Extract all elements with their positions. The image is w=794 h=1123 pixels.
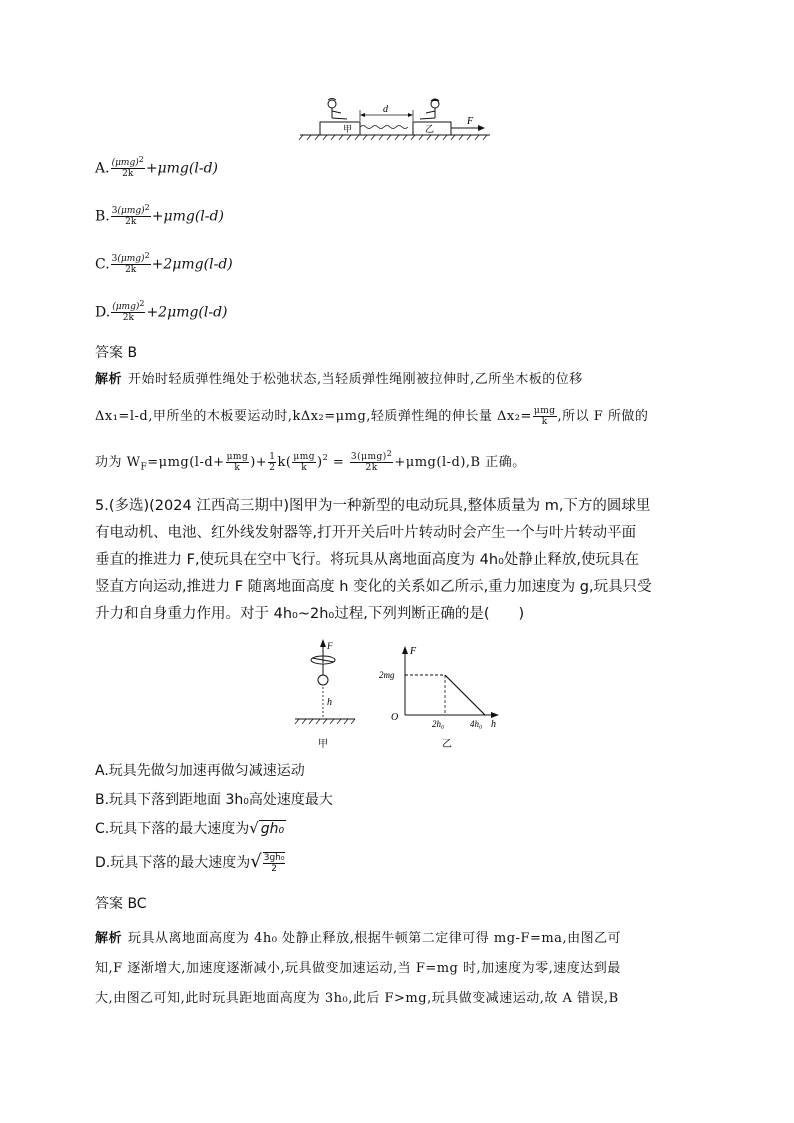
fig-yi-label: 乙 [442,739,452,750]
explanation-2: 解析 玩具从离地面高度为 4h₀ 处静止释放,根据牛顿第二定律可得 mg-F=ma,由图乙可 知,F 逐渐增大,加速度逐渐减小,玩具做变加速运动,当 F=mg 时,加速度为零,速度达到最 大,由图乙可知,此时玩具距地面高度为 3h₀,此后 F>mg,玩具做变减速运动,故 A 错误,B [95,931,622,1006]
series-segment-decline [445,675,485,715]
option-c: C. $\frac{\text{3(μmg)2}}{2k}$ +2μmg(l-d) [95,251,233,275]
answer-2: 答案 BC [95,896,147,912]
svg-text:h: h [327,697,332,708]
explanation-1: 解析 开始时轻质弹性绳处于松弛状态,当轻质弹性绳刚被拉伸时,乙所坐木板的位移 [95,372,583,387]
q5-line4: 竖直方向运动,推进力 F 随离地面高度 h 变化的关系如乙所示,重力加速度为 g,玩具只受 [95,579,652,595]
x-axis-label: h [491,719,496,730]
q5-line3: 垂直的推进力 F,使玩具在空中飞行。将玩具从离地面高度为 4h₀处静止释放,使玩具在 [95,552,640,568]
q5-line5: 升力和自身重力作用。对于 4h₀~2h₀过程,下列判断正确的是( ) [95,606,525,622]
y-tick-label: 2mg [379,670,395,680]
question-5 [95,493,705,628]
option-b: B. $\frac{\text{3(μmg)2}}{2k}$ +μmg(l-d) [95,203,224,227]
option-d: D. $\frac{\text{(μmg)2}}{2k}$ +2μmg(l-d) [95,299,228,323]
board-yi-label: 乙 [425,124,435,134]
person-jia-icon [328,99,347,120]
explanation-1-line3: 功为 $W_F=\mu mg(l-d+$ $\frac{\text{μmg}}{k}$ )+ $\frac{1}{2}$ k( $\frac{\text{μmg}}{k}$ )$^2$ = $\frac{\text{3(μmg)2}}{2k}$ +μmg(l-d),B 正确。 [95,449,526,473]
x-tick-label-2: 4h₀ [470,719,483,729]
figure-graph [375,640,515,755]
ball-icon [318,675,328,685]
choice-5-c: C.玩具下落的最大速度为√ gh₀ [95,819,285,837]
explanation-1-line2: Δx₁=l-d,甲所坐的木板要运动时,kΔx₂=μmg,轻质弹性绳的伸长量 Δx₂= $\frac{\text{μmg}}{k}$ ,所以 F 所做的 [95,406,649,427]
svg-text:F: F [327,641,333,651]
rope [360,126,408,129]
choice-5-b: B.玩具下落到距地面 3h₀高处速度最大 [95,792,333,808]
board-jia [320,122,360,135]
q5-line1: 5.(多选)(2024 江西高三期中)图甲为一种新型的电动玩具,整体质量为 m,下方的圆球里 [95,498,651,514]
d-label: d [383,104,388,115]
figure-boards [295,95,495,145]
q5-line2: 有电动机、电池、红外线发射器等,打开开关后叶片转动时会产生一个与叶片转动平面 [95,525,637,541]
figure-toy [290,635,370,755]
choice-5-a: A.玩具先做匀加速再做匀减速运动 [95,763,305,779]
y-axis-label: F [410,646,417,657]
origin-label: O [391,712,399,723]
choice-5-d: D.玩具下落的最大速度为√ $\frac{\text{3gh₀}}{2}$ [95,851,285,874]
F-label: F [467,116,474,127]
x-tick-label-1: 2h₀ [432,719,445,729]
option-a: A. $\frac{\text{(μmg)2}}{2k}$ +μmg(l-d) [95,155,218,179]
fig-jia-label: 甲 [318,739,328,750]
board-jia-label: 甲 [343,124,353,134]
person-yi-icon [420,99,439,119]
answer-1: 答案 B [95,345,138,361]
